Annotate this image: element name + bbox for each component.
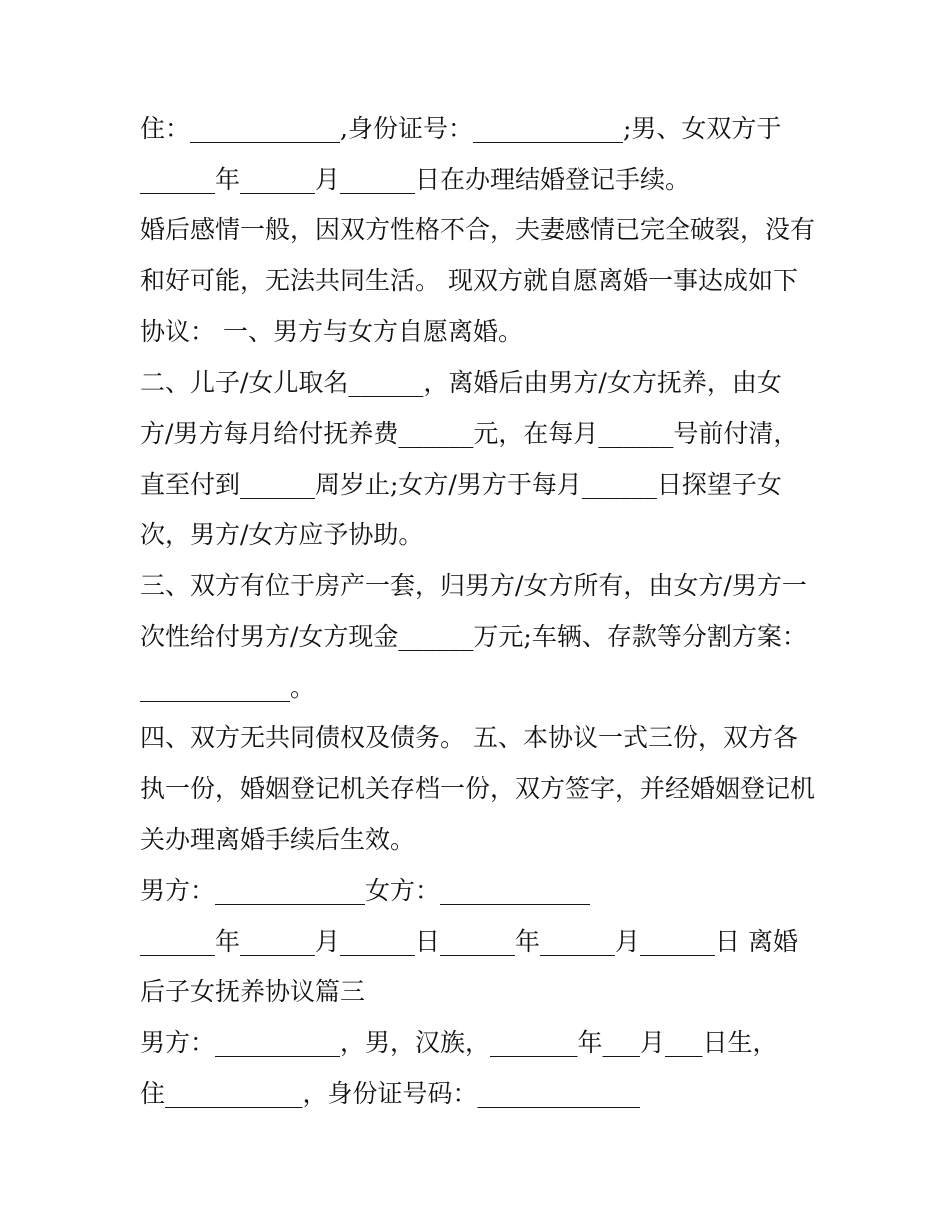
text-line: 执一份，婚姻登记机关存档一份，双方签字，并经婚姻登记机 (140, 774, 816, 803)
text-line: ____________。 (140, 673, 316, 702)
text-line: ______年______月______日______年______月______日 离婚 (140, 927, 798, 956)
text-line: 直至付到______周岁止;女方/男方于每月______日探望子女 (140, 470, 782, 499)
text-line: 和好可能，无法共同生活。 现双方就自愿离婚一事达成如下 (140, 266, 798, 295)
section-heading-line: 后子女抚养协议篇三 (140, 977, 366, 1006)
text-line: ______年______月______日在办理结婚登记手续。 (140, 165, 691, 194)
text-line: 男方：____________女方：____________ (140, 876, 591, 905)
text-line: 三、双方有位于房产一套，归男方/女方所有，由女方/男方一 (140, 571, 807, 600)
text-line: 住___________，身份证号码：_____________ (140, 1079, 641, 1108)
text-line: 婚后感情一般，因双方性格不合，夫妻感情已完全破裂，没有 (140, 215, 816, 244)
text-line: 四、双方无共同债权及债务。 五、本协议一式三份，双方各 (140, 723, 798, 752)
text-line: 协议： 一、男方与女方自愿离婚。 (140, 317, 523, 346)
text-line: 次性给付男方/女方现金______万元;车辆、存款等分割方案： (140, 622, 807, 651)
text-line: 二、儿子/女儿取名______，离婚后由男方/女方抚养，由女 (140, 368, 782, 397)
text-line: 次，男方/女方应予协助。 (140, 520, 424, 549)
text-line: 方/男方每月给付抚养费______元，在每月______号前付清， (140, 419, 799, 448)
text-line: 住：____________,身份证号：____________;男、女双方于 (140, 114, 782, 143)
text-line: 关办理离婚手续后生效。 (140, 825, 416, 854)
text-line: 男方：__________，男，汉族，_______年___月___日生， (140, 1028, 778, 1057)
